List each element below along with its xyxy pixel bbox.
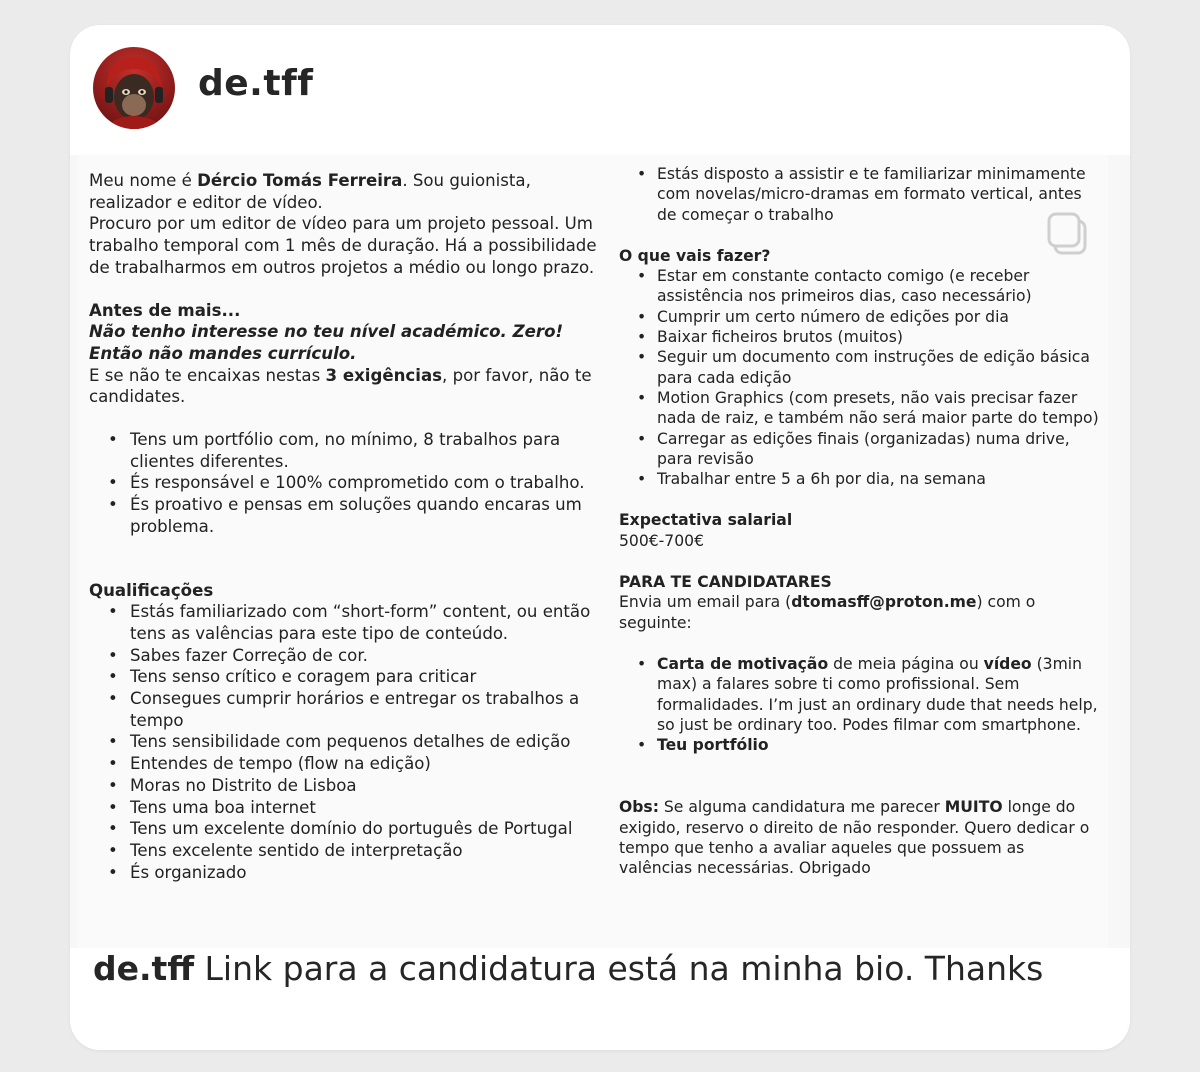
list-item: • Motion Graphics (com presets, não vais precisar fazer nada de raiz, e também não será maior parte do tempo) xyxy=(657,388,1099,429)
apply-paragraph xyxy=(619,592,1099,633)
bold-segment: 3 exigências xyxy=(325,365,443,385)
bold-segment: Carta de motivação xyxy=(657,654,829,673)
list-item: • Tens uma boa internet xyxy=(130,797,599,819)
post-card xyxy=(70,25,1130,1050)
left-column xyxy=(89,170,599,883)
bold-segment: MUITO xyxy=(944,798,1003,817)
text-segment: Envia um email para ( xyxy=(619,593,792,612)
qualifications-list xyxy=(89,601,599,883)
intro-paragraph-2: Procuro por um editor de vídeo para um projeto pessoal. Um trabalho temporal com 1 mês de duração. Há a possibilidade de trabalharmos em outros projetos a médio ou longo prazo. xyxy=(89,214,597,277)
list-item xyxy=(657,654,1099,735)
list-item: • Baixar ficheiros brutos (muitos) xyxy=(657,327,1099,347)
text-segment: Se alguma candidatura me parecer xyxy=(658,798,945,817)
antes-title: Antes de mais... xyxy=(89,300,241,320)
list-item: • Estás familiarizado com “short-form” content, ou então tens as valências para este tipo de conteúdo. xyxy=(130,601,599,644)
list-item: • Tens um portfólio com, no mínimo, 8 trabalhos para clientes diferentes. xyxy=(130,429,599,472)
caption-username[interactable]: de.tff xyxy=(93,949,195,988)
requirements-list xyxy=(89,429,599,538)
list-item: • Estar em constante contacto comigo (e receber assistência nos primeiros dias, caso necessário) xyxy=(657,266,1099,307)
monkey-avatar-icon[interactable] xyxy=(93,47,175,129)
text-segment: . Sou guionista, realizador e editor de vídeo. xyxy=(89,171,531,212)
list-item: • Tens excelente sentido de interpretação xyxy=(130,840,599,862)
list-item: • Tens senso crítico e coragem para criticar xyxy=(130,666,599,688)
bold-segment: Dércio Tomás Ferreira xyxy=(197,171,403,190)
text-segment: E se não te encaixas nestas xyxy=(89,365,326,385)
list-item: • Tens um excelente domínio do português de Portugal xyxy=(130,818,599,840)
post-image xyxy=(70,155,1130,948)
post-caption xyxy=(93,949,1093,988)
antes-statement: Não tenho interesse no teu nível académico. Zero! Então não mandes currículo. xyxy=(89,322,564,363)
list-item: • És proativo e pensas em soluções quando encaras um problema. xyxy=(130,494,599,537)
list-item: • És responsável e 100% comprometido com o trabalho. xyxy=(130,472,599,494)
tasks-list xyxy=(619,266,1099,489)
list-item: • Sabes fazer Correção de cor. xyxy=(130,645,599,667)
salary-title: Expectativa salarial xyxy=(619,511,793,530)
bold-segment: dtomasff@proton.me xyxy=(791,593,977,612)
right-column xyxy=(619,164,1099,879)
apply-title: PARA TE CANDIDATARES xyxy=(619,573,832,592)
list-item: • Tens sensibilidade com pequenos detalhes de edição xyxy=(130,731,599,753)
list-item: • Cumprir um certo número de edições por dia xyxy=(657,307,1099,327)
bold-segment: vídeo xyxy=(983,654,1032,673)
list-item: • Consegues cumprir horários e entregar os trabalhos a tempo xyxy=(130,688,599,731)
list-item: • Trabalhar entre 5 a 6h por dia, na semana xyxy=(657,469,1099,489)
text-segment: longe do exigido, reservo o direito de não responder. Quero dedicar o tempo que tenho a avaliar aqueles que possuem as valências necessárias. Obrigado xyxy=(619,798,1090,878)
text-segment: ) com o seguinte: xyxy=(619,593,1036,632)
text-segment: (3min max) a falares sobre ti como profissional. Sem formalidades. I’m just an ordinary dude that needs help, so just be ordinary too. Podes filmar com smartphone. xyxy=(657,654,1098,734)
tasks-title: O que vais fazer? xyxy=(619,246,771,265)
text-segment: Meu nome é xyxy=(89,171,198,190)
intro-paragraph xyxy=(89,170,599,213)
obs-paragraph xyxy=(619,797,1099,878)
post-username[interactable]: de.tff xyxy=(198,63,314,104)
post-header xyxy=(70,25,1130,155)
list-item: • Carregar as edições finais (organizadas) numa drive, para revisão xyxy=(657,429,1099,470)
bold-segment: Teu portfólio xyxy=(657,736,769,755)
caption-text: Link para a candidatura está na minha bio. Thanks xyxy=(204,949,1044,988)
top-bullet-list xyxy=(619,164,1099,225)
job-document xyxy=(78,155,1108,948)
list-item: • Moras no Distrito de Lisboa xyxy=(130,775,599,797)
list-item: • Entendes de tempo (flow na edição) xyxy=(130,753,599,775)
text-segment: de meia página ou xyxy=(828,654,984,673)
bold-segment: Obs: xyxy=(619,798,659,817)
list-item: • Seguir um documento com instruções de edição básica para cada edição xyxy=(657,347,1099,388)
list-item xyxy=(657,735,1099,755)
salary-value: 500€-700€ xyxy=(619,531,704,550)
text-segment: , por favor, não te candidates. xyxy=(89,365,592,407)
qualifications-title: Qualificações xyxy=(89,580,214,600)
list-item: • És organizado xyxy=(130,862,599,884)
exigencias-paragraph xyxy=(89,365,599,408)
list-item: • Estás disposto a assistir e te familiarizar minimamente com novelas/micro-dramas em formato vertical, antes de começar o trabalho xyxy=(657,164,1099,225)
apply-items-list xyxy=(619,654,1099,755)
multiple-images-icon[interactable] xyxy=(1046,210,1092,258)
